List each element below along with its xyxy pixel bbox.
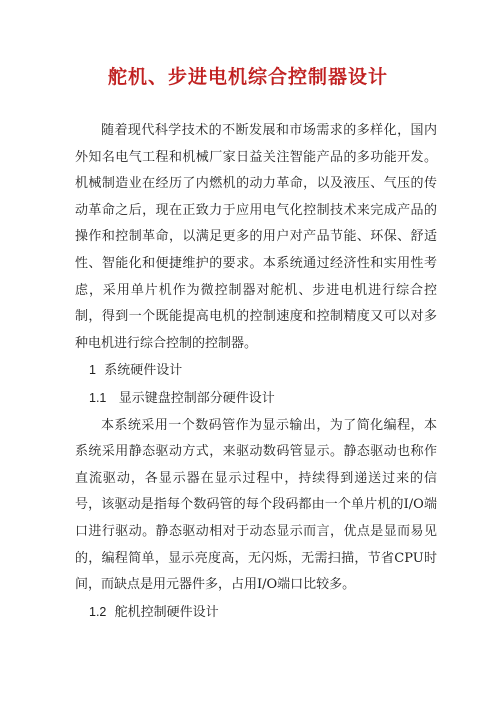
section-1-2-heading bbox=[75, 599, 437, 627]
section-1-1-heading bbox=[75, 385, 437, 413]
section-1-2-title: 舵机控制硬件设计 bbox=[114, 604, 219, 620]
document-body bbox=[75, 118, 437, 626]
section-1-heading bbox=[75, 357, 437, 385]
section-1-number: 1 bbox=[89, 363, 96, 378]
intro-paragraph: 随着现代科学技术的不断发展和市场需求的多样化，国内外知名电气工程和机械厂家日益关注智能产品的多功能开发。机械制造业在经历了内燃机的动力革命，以及液压、气压的传动革命之后，现在正致力于应用电气化控制技术来完成产品的操作和控制革命，以满足更多的用户对产品节能、环保、舒适性、智能化和便捷维护的要求。本系统通过经济性和实用性考虑，采用单片机作为微控制器对舵机、步进电机进行综合控制，得到一个既能提高电机的控制速度和控制精度又可以对多种电机进行综合控制的控制器。 bbox=[75, 123, 437, 351]
section-1-2-number: 1.2 bbox=[89, 604, 107, 619]
section-1-1-title: 显示键盘控制部分硬件设计 bbox=[118, 390, 275, 406]
section-1-1-paragraph: 本系统采用一个数码管作为显示输出，为了简化编程，本系统采用静态驱动方式，来驱动数码管显示。静态驱动也称作直流驱动，各显示器在显示过程中，持续得到递送过来的信号，该驱动是指每个数码管的每个段码都由一个单片机的I/O端口进行驱动。静态驱动相对于动态显示而言，优点是显而易见的，编程简单，显示亮度高，无闪烁，无需扫描，节省CPU时间，而缺点是用元器件多，占用I/O端口比较多。 bbox=[75, 417, 437, 593]
section-1-1-number: 1.1 bbox=[89, 390, 107, 405]
document-title: 舵机、步进电机综合控制器设计 bbox=[107, 66, 388, 88]
section-1-title: 系统硬件设计 bbox=[104, 363, 183, 379]
